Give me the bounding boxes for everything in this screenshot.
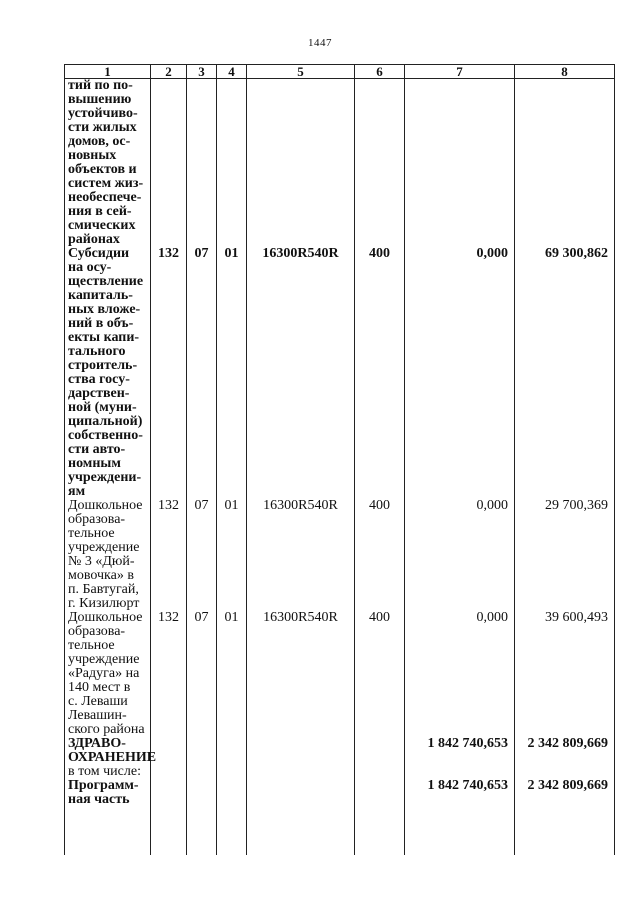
expense-type-cell [355, 765, 405, 779]
row-name-line: капиталь- [68, 288, 133, 303]
row-name-line: ЗДРАВО- [68, 736, 126, 751]
amount-col8-cell: 39 600,493 [515, 611, 615, 737]
amount-col7-cell: 0,000 [405, 611, 515, 737]
row-name-line: на осу- [68, 260, 112, 275]
target-article-cell [247, 765, 355, 779]
row-name-line: ная часть [68, 792, 130, 807]
subsection-cell [217, 779, 247, 855]
admin-code-cell: 132 [151, 611, 187, 737]
subsection-cell [217, 765, 247, 779]
row-name-line: вышению [68, 92, 132, 107]
row-name-line: ной (муни- [68, 400, 137, 415]
amount-col8-cell: 69 300,862 [515, 247, 615, 499]
header-col-7: 7 [405, 65, 515, 79]
expense-type-cell: 400 [355, 247, 405, 499]
row-name-line: тального [68, 344, 126, 359]
amount-col8-cell: 2 342 809,669 [515, 779, 615, 855]
amount-col7-cell [405, 765, 515, 779]
row-name-line: учреждение [68, 540, 140, 555]
header-col-1: 1 [65, 65, 151, 79]
amount-col8-cell [515, 79, 615, 248]
row-name-line: екты капи- [68, 330, 140, 345]
header-col-6: 6 [355, 65, 405, 79]
row-name-line: собственно- [68, 428, 143, 443]
header-col-5: 5 [247, 65, 355, 79]
row-name-line: мовочка» в [68, 568, 134, 583]
row-name-line: Субсидии [68, 246, 130, 261]
row-name-cell [65, 779, 151, 855]
section-cell [187, 737, 217, 765]
row-name-line: ОХРАНЕНИЕ [68, 750, 157, 765]
row-name-line: Дошкольное [68, 498, 143, 513]
subsection-cell: 01 [217, 499, 247, 611]
row-name-cell [65, 79, 151, 248]
row-name-line: строитель- [68, 358, 138, 373]
row-name-line: 140 мест в [68, 680, 131, 695]
section-cell: 07 [187, 611, 217, 737]
header-col-2: 2 [151, 65, 187, 79]
row-name-line: районах [68, 232, 120, 247]
row-name-line: сти жилых [68, 120, 137, 135]
row-name-line: ния в сей- [68, 204, 132, 219]
row-name-line: дарствен- [68, 386, 130, 401]
row-name-line: сти авто- [68, 442, 126, 457]
budget-table [64, 64, 615, 855]
row-name-line: учреждение [68, 652, 140, 667]
amount-col8-cell: 2 342 809,669 [515, 737, 615, 765]
row-name-line: тий по по- [68, 78, 133, 93]
row-name-line: Программ- [68, 778, 139, 793]
table-row [65, 79, 615, 248]
subsection-cell: 01 [217, 611, 247, 737]
table-row [65, 499, 615, 611]
table-row [65, 611, 615, 737]
amount-col7-cell: 0,000 [405, 247, 515, 499]
row-name-line: с. Леваши [68, 694, 128, 709]
row-name-cell [65, 611, 151, 737]
row-name-line: ципальной) [68, 414, 143, 429]
target-article-cell [247, 737, 355, 765]
section-cell: 07 [187, 247, 217, 499]
page-number: 1447 [308, 37, 332, 49]
subsection-cell [217, 79, 247, 248]
expense-type-cell: 400 [355, 611, 405, 737]
row-name-cell [65, 765, 151, 779]
section-cell [187, 765, 217, 779]
expense-type-cell [355, 737, 405, 765]
target-article-cell [247, 779, 355, 855]
row-name-line: учреждени- [68, 470, 142, 485]
admin-code-cell: 132 [151, 499, 187, 611]
header-row [65, 65, 615, 79]
row-name-line: ществление [68, 274, 144, 289]
row-name-line: ского района [68, 722, 145, 737]
row-name-line: смических [68, 218, 136, 233]
header-col-8: 8 [515, 65, 615, 79]
row-name-cell [65, 499, 151, 611]
row-name-line: необеспече- [68, 190, 142, 205]
amount-col7-cell: 1 842 740,653 [405, 779, 515, 855]
row-name-line: Левашин- [68, 708, 127, 723]
row-name-line: № 3 «Дюй- [68, 554, 135, 569]
row-name-line: Дошкольное [68, 610, 143, 625]
row-name-line: тельное [68, 638, 115, 653]
subsection-cell [217, 737, 247, 765]
row-name-line: ям [68, 484, 86, 499]
table-row [65, 765, 615, 779]
target-article-cell [247, 79, 355, 248]
section-cell [187, 779, 217, 855]
row-name-line: образова- [68, 512, 126, 527]
row-name-line: п. Бавтугай, [68, 582, 139, 597]
row-name-line: новных [68, 148, 117, 163]
table-body [65, 79, 615, 856]
target-article-cell: 16300R540R [247, 499, 355, 611]
target-article-cell: 16300R540R [247, 611, 355, 737]
amount-col8-cell [515, 765, 615, 779]
row-name-line: образова- [68, 624, 126, 639]
row-name-line: в том числе: [68, 764, 141, 779]
admin-code-cell [151, 779, 187, 855]
table-row [65, 737, 615, 765]
amount-col7-cell: 0,000 [405, 499, 515, 611]
row-name-line: г. Кизилюрт [68, 596, 140, 611]
amount-col7-cell: 1 842 740,653 [405, 737, 515, 765]
admin-code-cell: 132 [151, 247, 187, 499]
subsection-cell: 01 [217, 247, 247, 499]
section-cell: 07 [187, 499, 217, 611]
row-name-line: устойчиво- [68, 106, 138, 121]
row-name-cell [65, 247, 151, 499]
admin-code-cell [151, 79, 187, 248]
expense-type-cell [355, 79, 405, 248]
expense-type-cell [355, 779, 405, 855]
row-name-line: ний в объ- [68, 316, 134, 331]
section-cell [187, 79, 217, 248]
row-name-line: объектов и [68, 162, 137, 177]
amount-col8-cell: 29 700,369 [515, 499, 615, 611]
row-name-line: номным [68, 456, 121, 471]
header-col-4: 4 [217, 65, 247, 79]
table-row [65, 247, 615, 499]
row-name-line: ства госу- [68, 372, 130, 387]
amount-col7-cell [405, 79, 515, 248]
row-name-line: тельное [68, 526, 115, 541]
header-col-3: 3 [187, 65, 217, 79]
table-row [65, 779, 615, 855]
admin-code-cell [151, 765, 187, 779]
row-name-cell [65, 736, 157, 765]
expense-type-cell: 400 [355, 499, 405, 611]
row-name-line: ных вложе- [68, 302, 141, 317]
row-name-line: домов, ос- [68, 134, 131, 149]
target-article-cell: 16300R540R [247, 247, 355, 499]
row-name-line: «Радуга» на [68, 666, 140, 681]
row-name-line: систем жиз- [68, 176, 144, 191]
